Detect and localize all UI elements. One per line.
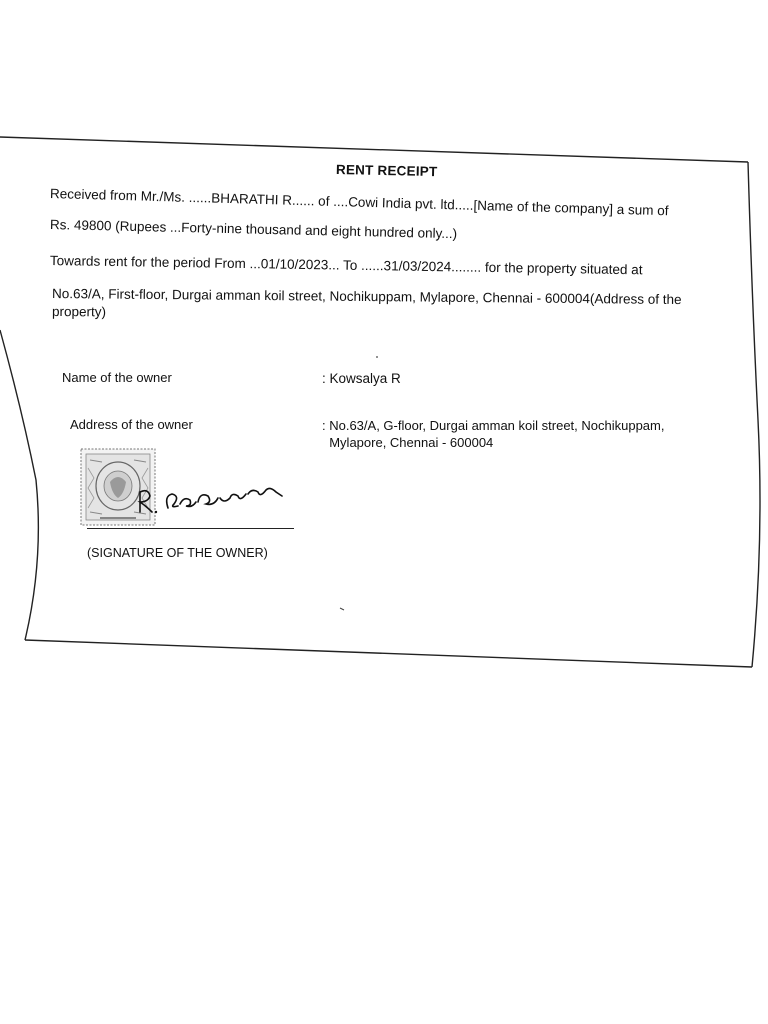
owner-address-line-2: Mylapore, Chennai - 600004: [322, 435, 494, 450]
signature-caption: (SIGNATURE OF THE OWNER): [87, 546, 268, 560]
period-line: Towards rent for the period From ...01/10/2023... To ......31/03/2024........ for the property situated at: [49, 253, 643, 278]
receipt-title: RENT RECEIPT: [335, 162, 438, 180]
signature-line: [87, 528, 294, 529]
owner-address-line-1: : No.63/A, G-floor, Durgai amman koil street, Nochikuppam,: [322, 418, 665, 433]
property-address-line: No.63/A, First-floor, Durgai amman koil street, Nochikuppam, Mylapore, Chennai - 600004(Address of the: [51, 286, 682, 308]
owner-signature-icon: [134, 478, 294, 518]
owner-address-value: [322, 417, 664, 451]
owner-address-label: Address of the owner: [70, 417, 193, 432]
amount-line: Rs. 49800 (Rupees ...Forty-nine thousand and eight hundred only...): [49, 217, 458, 242]
property-address-line-continued: property): [51, 304, 107, 320]
owner-name-value: : Kowsalya R: [322, 371, 401, 386]
received-from-line: Received from Mr./Ms. ......BHARATHI R...... of ....Cowi India pvt. ltd.....[Name of the company] a sum of: [49, 186, 669, 219]
owner-name-label: Name of the owner: [62, 370, 172, 385]
